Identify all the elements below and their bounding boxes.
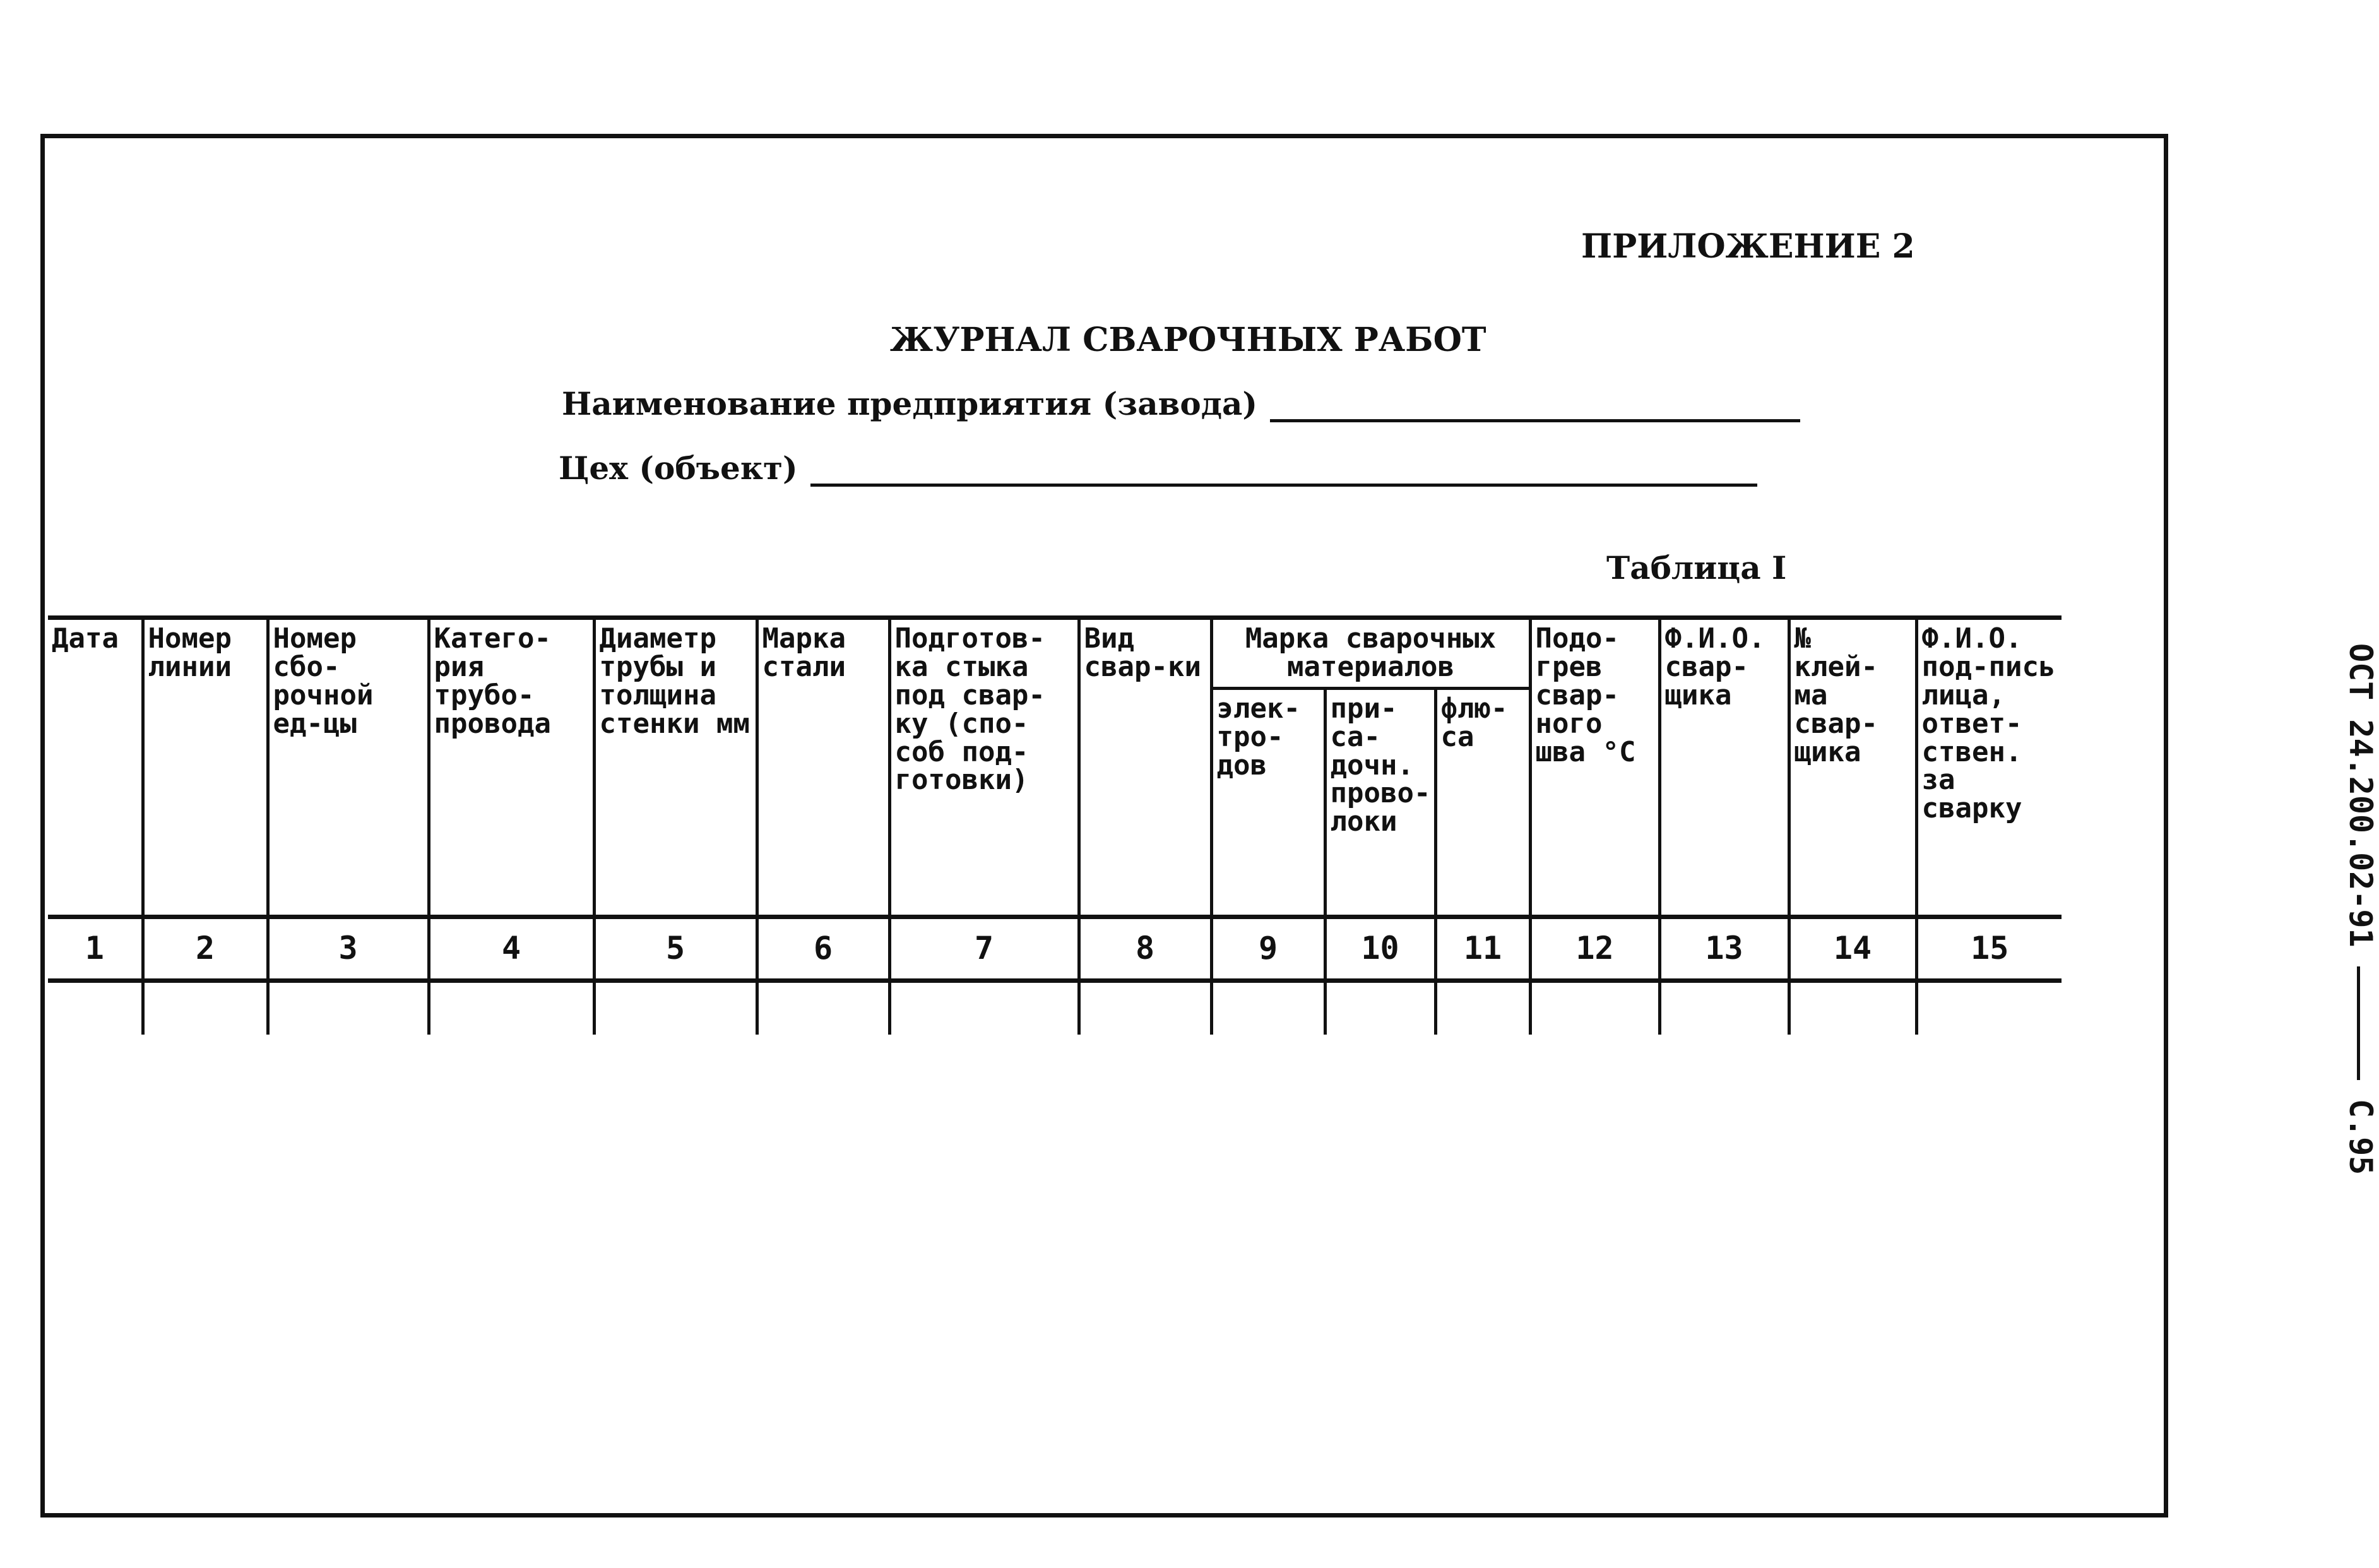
column-number: 3 (268, 917, 429, 980)
enterprise-label: Наименование предприятия (завода) (562, 385, 1258, 422)
table-cell[interactable] (1659, 980, 1789, 1035)
column-number: 1 (48, 917, 143, 980)
col-header-pipeline-category: Катего-рия трубо-провода (429, 618, 594, 917)
col-header-welder-name: Ф.И.О. свар-щика (1659, 618, 1789, 917)
table-label: Таблица I (1606, 549, 1787, 586)
table-row (48, 980, 2062, 1035)
column-number-row (48, 917, 2062, 980)
column-number: 6 (757, 917, 889, 980)
appendix-label: ПРИЛОЖЕНИЕ 2 (1581, 227, 1915, 266)
table-cell[interactable] (1530, 980, 1659, 1035)
document-title: ЖУРНАЛ СВАРОЧНЫХ РАБОТ (890, 321, 1486, 359)
col-header-steel-grade: Марка стали (757, 618, 889, 917)
welding-journal-table (48, 615, 2062, 1035)
table-cell[interactable] (143, 980, 268, 1035)
column-number: 13 (1659, 917, 1789, 980)
col-header-joint-preparation: Подготов-ка стыка под свар-ку (спо-соб под-готовки) (889, 618, 1079, 917)
col-header-electrodes: элек-тро-дов (1211, 688, 1325, 917)
table-cell[interactable] (48, 980, 143, 1035)
col-header-responsible-person: Ф.И.О. под-пись лица, ответ-ствен. за сварку (1916, 618, 2062, 917)
col-header-flux: флю-са (1435, 688, 1530, 917)
code-separator-line (2357, 966, 2360, 1080)
table-cell[interactable] (1435, 980, 1530, 1035)
table-cell[interactable] (268, 980, 429, 1035)
col-header-date: Дата (48, 618, 143, 917)
table-cell[interactable] (594, 980, 757, 1035)
shop-field (559, 449, 1757, 487)
column-number: 5 (594, 917, 757, 980)
table-cell[interactable] (1211, 980, 1325, 1035)
column-number: 7 (889, 917, 1079, 980)
column-number: 15 (1916, 917, 2062, 980)
col-header-diameter-thickness: Диаметр трубы и толщина стенки мм (594, 618, 757, 917)
table-cell[interactable] (429, 980, 594, 1035)
col-header-preheat: Подо-грев свар-ного шва °С (1530, 618, 1659, 917)
column-number: 12 (1530, 917, 1659, 980)
table-cell[interactable] (1079, 980, 1211, 1035)
table-cell[interactable] (889, 980, 1079, 1035)
shop-input-line[interactable] (810, 458, 1757, 487)
side-document-code (2342, 643, 2379, 1211)
col-header-filler-wire: при-са-дочн. прово-локи (1325, 688, 1435, 917)
column-number: 8 (1079, 917, 1211, 980)
column-number: 4 (429, 917, 594, 980)
col-header-welding-materials: Марка сварочных материалов (1211, 618, 1530, 689)
shop-label: Цех (объект) (559, 449, 798, 487)
col-header-welder-stamp: № клей-ма свар-щика (1789, 618, 1916, 917)
standard-code: ОСТ 24.200.02-91 (2342, 643, 2379, 947)
enterprise-input-line[interactable] (1270, 394, 1800, 422)
col-header-welding-type: Вид свар-ки (1079, 618, 1211, 917)
enterprise-field (562, 385, 1800, 422)
table-cell[interactable] (757, 980, 889, 1035)
column-number: 2 (143, 917, 268, 980)
table-cell[interactable] (1916, 980, 2062, 1035)
table-cell[interactable] (1789, 980, 1916, 1035)
col-header-line-number: Номер линии (143, 618, 268, 917)
column-number: 14 (1789, 917, 1916, 980)
col-header-assembly-unit: Номер сбо-рочной ед-цы (268, 618, 429, 917)
column-number: 11 (1435, 917, 1530, 980)
table-cell[interactable] (1325, 980, 1435, 1035)
column-number: 10 (1325, 917, 1435, 980)
page-number: С.95 (2342, 1098, 2379, 1175)
column-number: 9 (1211, 917, 1325, 980)
